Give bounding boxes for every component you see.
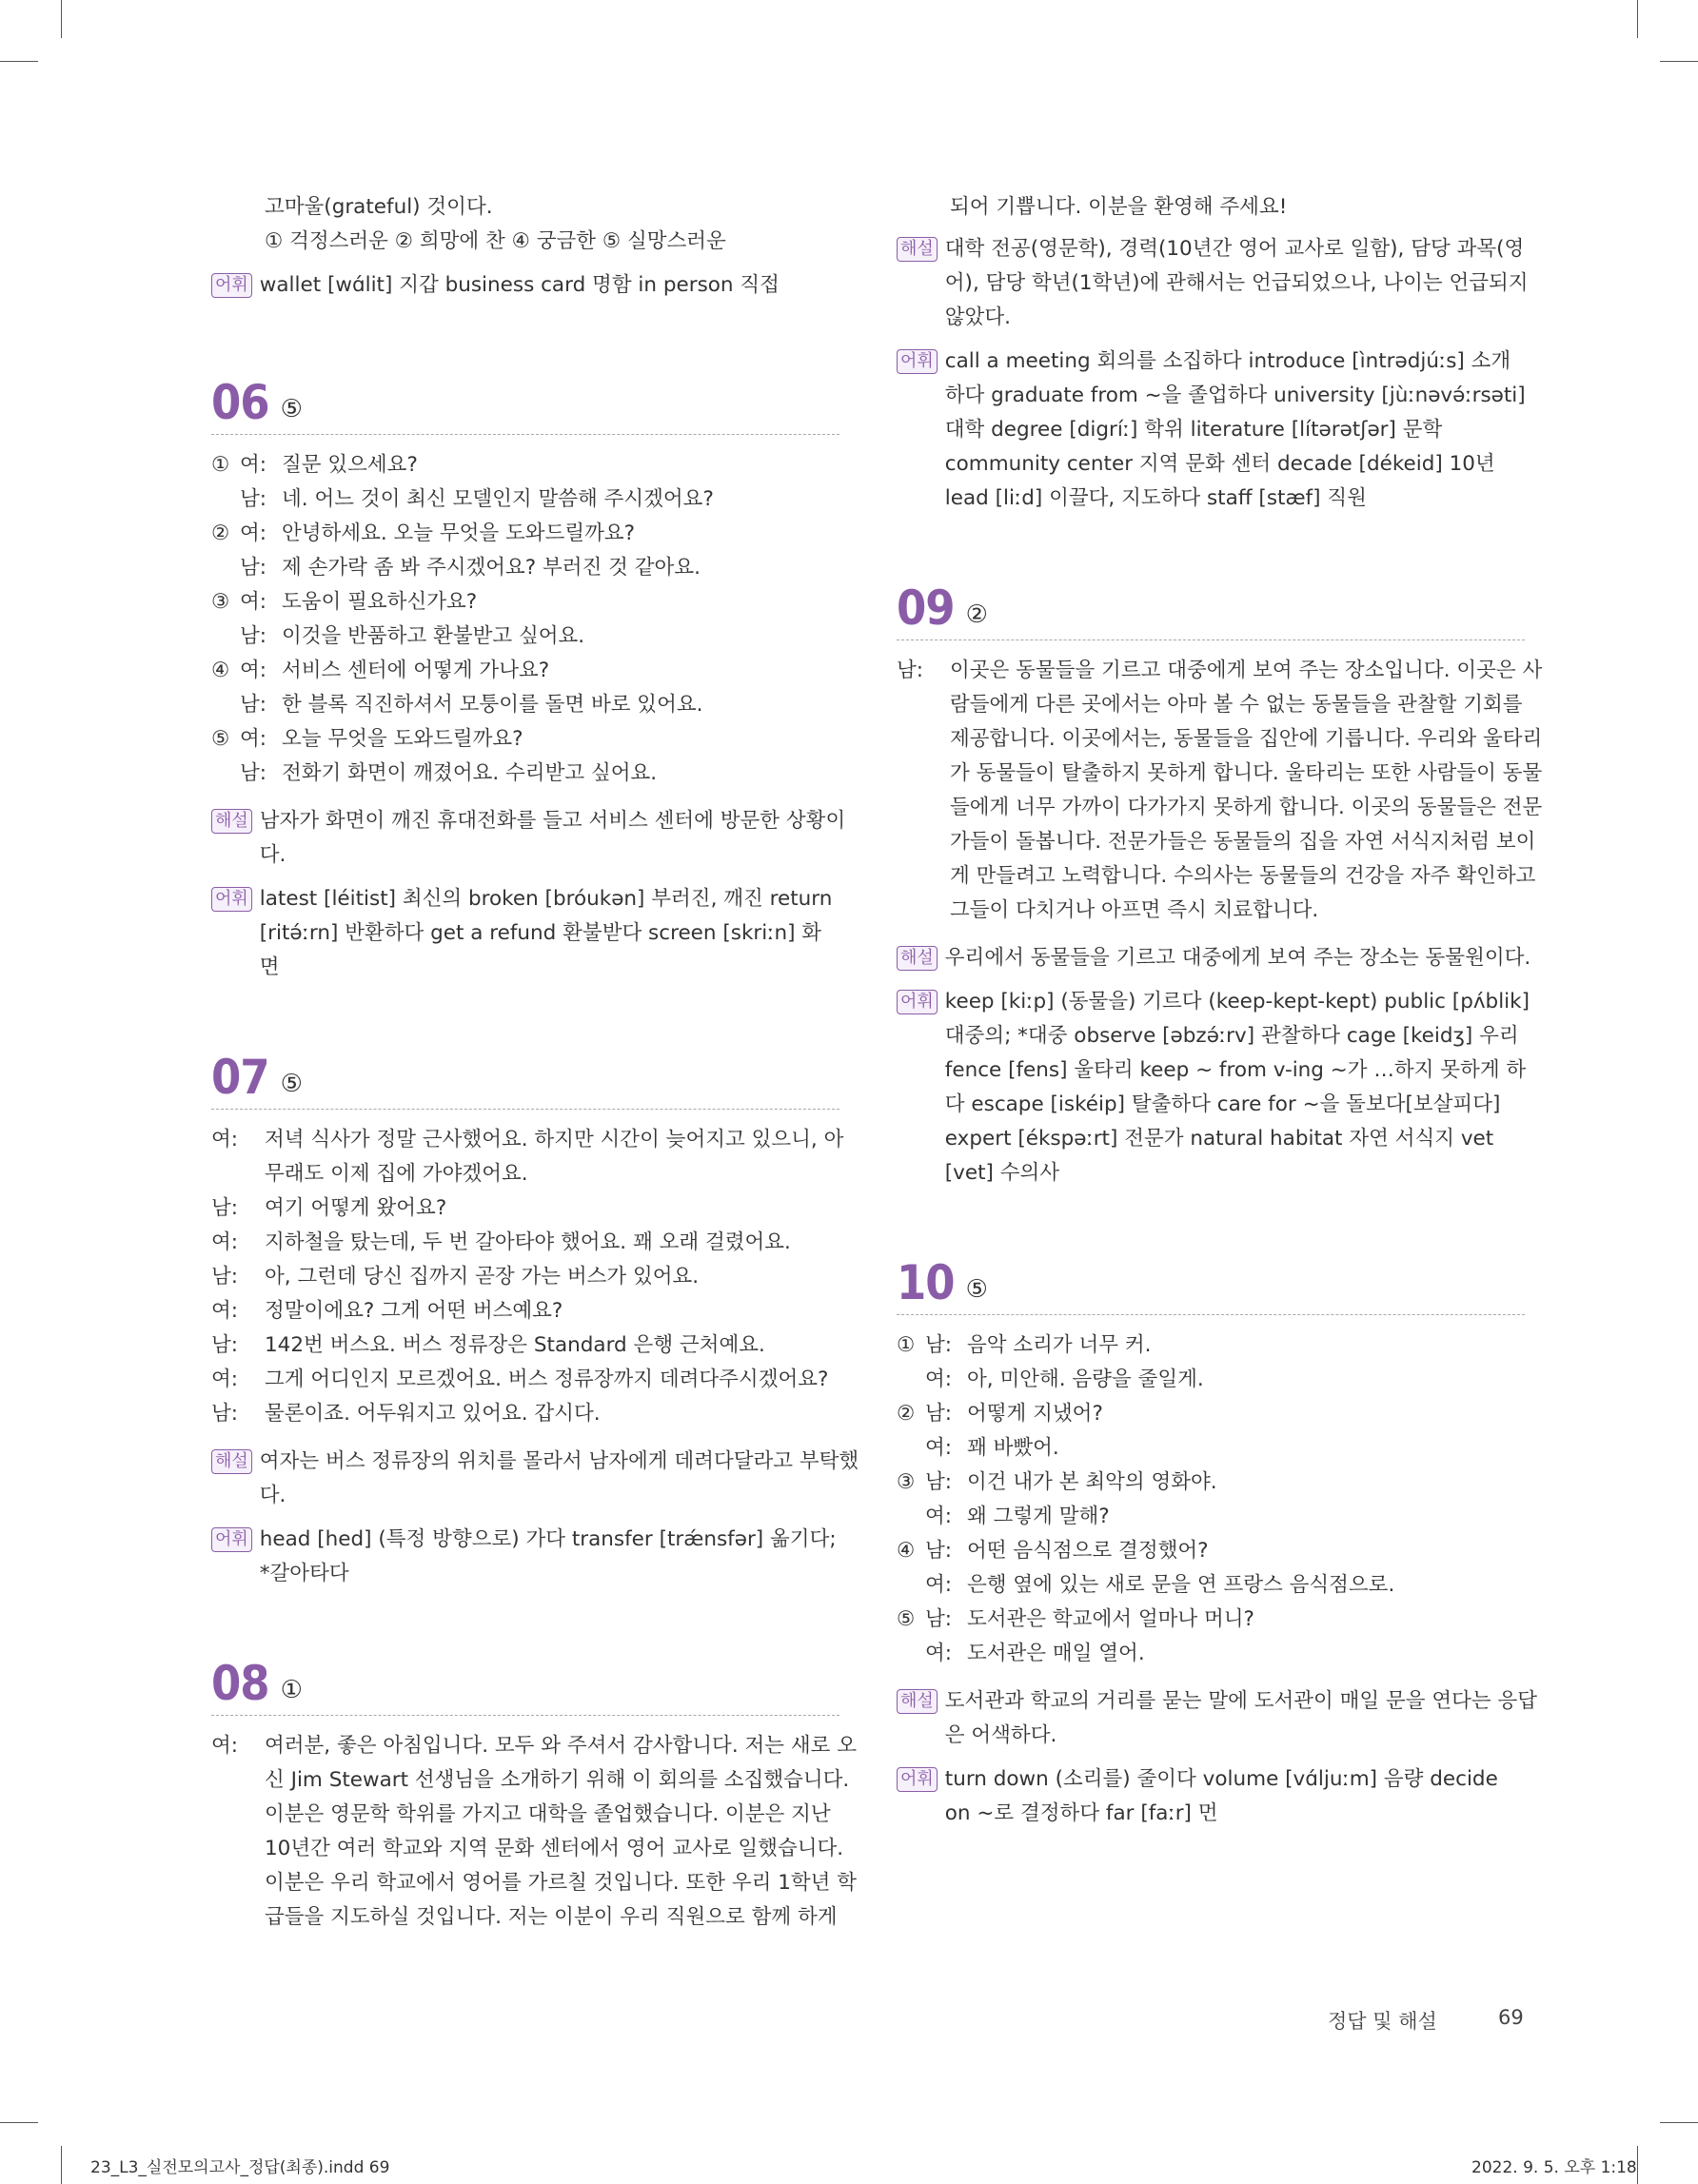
- explain-line: 은 어색하다.: [944, 1723, 1057, 1747]
- dialog-row: ③ 남: 이건 내가 본 최악의 영화야.: [897, 1470, 1217, 1494]
- dialog-row: ④ 남: 어떤 음식점으로 결정했어?: [897, 1539, 1209, 1563]
- question-header: [211, 1044, 839, 1110]
- dialog-row: ① 남: 음악 소리가 너무 커.: [897, 1333, 1152, 1357]
- vocab-line: keep [kiːp] (동물을) 기르다 (keep-kept-kept) public [pʌ́blik]: [944, 990, 1530, 1013]
- vocab-badge: 어휘: [897, 349, 938, 374]
- vocab-note: [211, 268, 839, 303]
- vocab-line: call a meeting 회의를 소집하다 introduce [ìntrədjúːs] 소개: [944, 349, 1511, 373]
- vocab-line: lead [liːd] 이끌다, 지도하다 staff [stæf] 직원: [944, 486, 1367, 510]
- vocab-line: on ~로 결정하다 far [faːr] 먼: [944, 1801, 1218, 1825]
- dialog-row: 여: 정말이에요? 그게 어떤 버스예요?: [211, 1299, 563, 1323]
- vocab-line: expert [ékspəːrt] 전문가 natural habitat 자연 서식지 vet: [944, 1127, 1494, 1151]
- vocab-note: [897, 344, 1525, 516]
- dialog-row: 남: 물론이죠. 어두워지고 있어요. 갑시다.: [211, 1402, 601, 1426]
- dialog-row: 여: 저녁 식사가 정말 근사했어요. 하지만 시간이 늦어지고 있으니, 아 무래도 이제 집에 가야겠어요.: [211, 1128, 844, 1186]
- explain-line: 남자가 화면이 깨진 휴대전화를 들고 서비스 센터에 방문한 상황이: [259, 809, 846, 833]
- question-number: 07: [211, 1050, 269, 1105]
- crop-mark: [1660, 2122, 1698, 2123]
- dialog-row: 남: 네. 어느 것이 최신 모델인지 말씀해 주시겠어요?: [240, 487, 714, 511]
- question-header: [211, 1650, 839, 1716]
- explain-line: 다.: [259, 843, 286, 867]
- continued-text: 고마울(grateful) 것이다.: [265, 195, 493, 219]
- dialog-row: 여: 여러분, 좋은 아침입니다. 모두 와 주셔서 감사합니다. 저는 새로 오 신 Jim Stewart 선생님을 소개하기 위해 이 회의를 소집했습니다. 이분은 영문학 학위를 가지고 대학을 졸업했습니다. 이분은 지난 10년간 여러 학교와 지역 문화 센터에서 영어 교사로 일했습니다. 이분은 우리 학교에서 영어를 가르칠 것입니다. 또한 우리 1학년 학 급들을 지도하실 것입니다. 저는 이분이 우리 직원으로 함께 하게: [211, 1734, 858, 1929]
- crop-mark: [1637, 2146, 1638, 2184]
- choices-line: ① 걱정스러운 ② 희망에 찬 ④ 궁금한 ⑤ 실망스러운: [265, 229, 726, 253]
- answer-mark: ⑤: [280, 395, 303, 423]
- explain-line: 대학 전공(영문학), 경력(10년간 영어 교사로 일함), 담당 과목(영: [944, 237, 1525, 261]
- left-column: [211, 190, 859, 1935]
- question-header: [897, 1249, 1525, 1315]
- explain-line: 도서관과 학교의 거리를 묻는 말에 도서관이 매일 문을 연다는 응답: [944, 1689, 1538, 1713]
- vocab-badge: 어휘: [897, 1767, 938, 1792]
- dialog-row: ④ 여: 서비스 센터에 어떻게 가나요?: [211, 659, 550, 682]
- explain-line: 여자는 버스 정류장의 위치를 몰라서 남자에게 데려다달라고 부탁했: [259, 1449, 859, 1473]
- vocab-line: 대학 degree [digríː] 학위 literature [lítərətʃər] 문학: [944, 418, 1443, 442]
- dialog-row: 여: 왜 그렇게 말해?: [925, 1505, 1110, 1528]
- question-number: 10: [897, 1255, 955, 1310]
- vocab-line: head [hed] (특정 방향으로) 가다 transfer [trǽnsfər] 옮기다;: [259, 1527, 837, 1551]
- explain-note: [211, 804, 846, 873]
- vocab-line: [vet] 수의사: [944, 1161, 1060, 1185]
- explain-note: [897, 941, 1531, 975]
- dialog-row: ① 여: 질문 있으세요?: [211, 453, 418, 477]
- dialog: [211, 1729, 858, 1935]
- question-header: [897, 575, 1525, 640]
- dialog-row: 남: 이것을 반품하고 환불받고 싶어요.: [240, 624, 585, 648]
- explain-note: [897, 1684, 1538, 1753]
- question-number: 06: [211, 375, 269, 430]
- vocab-line: fence [fens] 울타리 keep ~ from v-ing ~가 …하지 못하게 하: [944, 1058, 1527, 1082]
- vocab-note: [211, 882, 839, 985]
- print-slug-date: 2022. 9. 5. 오후 1:18: [1471, 2158, 1637, 2177]
- vocab-badge: 어휘: [211, 887, 252, 912]
- continued-text: 되어 기쁩니다. 이분을 환영해 주세요!: [950, 195, 1288, 219]
- explain-note: [211, 1445, 859, 1513]
- vocab-note: [897, 1762, 1525, 1831]
- dialog-row: 여: 아, 미안해. 음량을 줄일게.: [925, 1367, 1204, 1391]
- answer-mark: ②: [965, 600, 988, 629]
- vocab-badge: 어휘: [211, 273, 252, 298]
- dialog-row: 여: 은행 옆에 있는 새로 문을 연 프랑스 음식점으로.: [925, 1573, 1395, 1597]
- dialog-row: ② 여: 안녕하세요. 오늘 무엇을 도와드릴까요?: [211, 521, 636, 545]
- explain-badge: 해설: [897, 237, 938, 262]
- explain-badge: 해설: [211, 809, 252, 834]
- dialog: [211, 448, 839, 791]
- vocab-line: [ritə́ːrn] 반환하다 get a refund 환불받다 screen [skriːn] 화: [259, 921, 822, 945]
- crop-mark: [61, 0, 62, 38]
- answer-mark: ⑤: [280, 1070, 303, 1098]
- explain-badge: 해설: [897, 946, 938, 971]
- right-column: [897, 190, 1543, 1831]
- vocab-badge: 어휘: [897, 990, 938, 1014]
- dialog: [211, 1123, 844, 1431]
- dialog: [897, 1328, 1525, 1671]
- question-number: 09: [897, 580, 955, 636]
- explain-badge: 해설: [211, 1449, 252, 1474]
- crop-mark: [1637, 0, 1638, 38]
- question-number: 08: [211, 1656, 269, 1711]
- dialog: [897, 654, 1543, 928]
- dialog-row: 남: 아, 그런데 당신 집까지 곧장 가는 버스가 있어요.: [211, 1265, 700, 1289]
- dialog-row: 여: 도서관은 매일 열어.: [925, 1642, 1145, 1665]
- dialog-row: 여: 꽤 바빴어.: [925, 1436, 1059, 1460]
- dialog-row: 남: 한 블록 직진하셔서 모퉁이를 돌면 바로 있어요.: [240, 693, 703, 717]
- page-number: 69: [1498, 2006, 1524, 2029]
- explain-line: 않았다.: [944, 305, 1011, 329]
- vocab-line: 다 escape [iskéip] 탈출하다 care for ~을 돌보다[보살피다]: [944, 1092, 1501, 1116]
- crop-mark: [1660, 61, 1698, 62]
- vocab-line: 대중의; *대중 observe [əbzə́ːrv] 관찰하다 cage [keidʒ] 우리: [944, 1024, 1519, 1048]
- vocab-line: 면: [259, 955, 280, 979]
- print-slug-file: 23_L3_실전모의고사_정답(최종).indd 69: [90, 2158, 390, 2177]
- dialog-row: 남: 제 손가락 좀 봐 주시겠어요? 부러진 것 같아요.: [240, 556, 701, 580]
- dialog-row: 남: 여기 어떻게 왔어요?: [211, 1196, 447, 1220]
- crop-mark: [0, 2122, 38, 2123]
- dialog-row: ③ 여: 도움이 필요하신가요?: [211, 590, 478, 614]
- explain-note: [897, 232, 1529, 335]
- vocab-line: 하다 graduate from ~을 졸업하다 university [jùːnəvə́ːrsəti]: [944, 384, 1526, 407]
- answer-mark: ①: [280, 1676, 303, 1704]
- dialog-row: 여: 지하철을 탔는데, 두 번 갈아타야 했어요. 꽤 오래 걸렸어요.: [211, 1230, 791, 1254]
- vocab-line: wallet [wɑ́lit] 지갑 business card 명함 in person 직접: [259, 273, 780, 297]
- dialog-row: 여: 그게 어디인지 모르겠어요. 버스 정류장까지 데려다주시겠어요?: [211, 1367, 829, 1391]
- dialog-row: ⑤ 여: 오늘 무엇을 도와드릴까요?: [211, 727, 523, 751]
- dialog-row: ⑤ 남: 도서관은 학교에서 얼마나 머니?: [897, 1607, 1254, 1631]
- vocab-note: [211, 1523, 839, 1591]
- dialog-row: 남: 이곳은 동물들을 기르고 대중에게 보여 주는 장소입니다. 이곳은 사 람들에게 다른 곳에서는 아마 볼 수 없는 동물들을 관찰할 기회를 제공합니다. 이곳에서는, 동물들을 집안에 기릅니다. 우리와 울타리 가 동물들이 탈출하지 못하게 합니다. 울타리는 또한 사람들이 동물 들에게 너무 가까이 다가가지 못하게 합니다. 이곳의 동물들은 전문 가들이 돌봅니다. 전문가들은 동물들의 집을 자연 서식지처럼 보이 게 만들려고 노력합니다. 수의사는 동물들의 건강을 자주 확인하고 그들이 다치거나 아프면 즉시 치료합니다.: [897, 659, 1543, 922]
- vocab-line: latest [léitist] 최신의 broken [bróukən] 부러진, 깨진 return: [259, 887, 833, 911]
- crop-mark: [61, 2146, 62, 2184]
- explain-line: 우리에서 동물들을 기르고 대중에게 보여 주는 장소는 동물원이다.: [944, 946, 1531, 970]
- vocab-badge: 어휘: [211, 1527, 252, 1552]
- answer-mark: ⑤: [965, 1275, 988, 1304]
- vocab-line: community center 지역 문화 센터 decade [dékeid] 10년: [944, 452, 1495, 476]
- vocab-note: [897, 985, 1530, 1190]
- vocab-line: turn down (소리를) 줄이다 volume [vɑ́ljuːm] 음량 decide: [944, 1767, 1498, 1791]
- dialog-row: ② 남: 어떻게 지냈어?: [897, 1402, 1103, 1426]
- crop-mark: [0, 61, 38, 62]
- dialog-row: 남: 전화기 화면이 깨졌어요. 수리받고 싶어요.: [240, 761, 658, 785]
- explain-badge: 해설: [897, 1689, 938, 1714]
- vocab-line: *갈아타다: [259, 1562, 349, 1585]
- explain-line: 다.: [259, 1484, 286, 1507]
- explain-line: 어), 담당 학년(1학년)에 관해서는 언급되었으나, 나이는 언급되지: [944, 271, 1529, 295]
- dialog-row: 남: 142번 버스요. 버스 정류장은 Standard 은행 근처예요.: [211, 1333, 765, 1357]
- footer-section-title: 정답 및 해설: [1328, 2010, 1437, 2033]
- question-header: [211, 369, 839, 435]
